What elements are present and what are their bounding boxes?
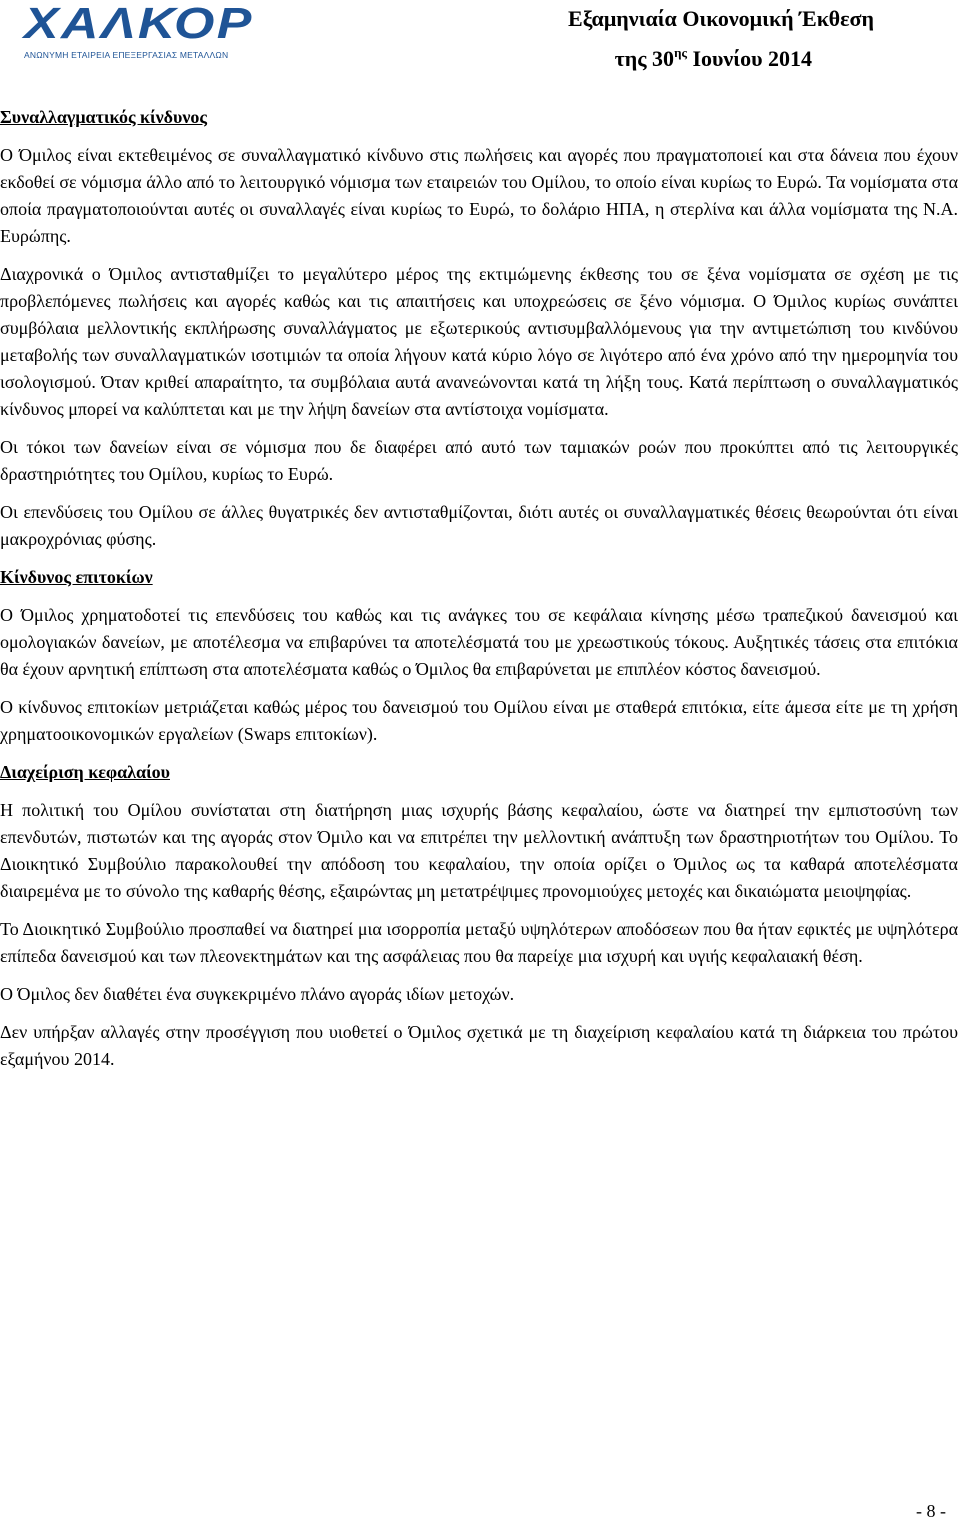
page-header — [0, 0, 960, 80]
section-currency-risk — [0, 104, 958, 553]
report-title: Εξαμηνιαία Οικονομική Έκθεση — [568, 6, 874, 31]
section-interest-rate-risk — [0, 564, 958, 748]
paragraph: Ο Όμιλος είναι εκτεθειμένος σε συναλλαγματικό κίνδυνο στις πωλήσεις και αγορές που πραγματοποιεί και στα δάνεια που έχουν εκδοθεί σε νόμισμα άλλο από το λειτουργικό νόμισμα των εταιρειών του Ομίλου, το οποίο είναι κυρίως το Ευρώ. Τα νομίσματα στα οποία πραγματοποιούνται αυτές οι συναλλαγές είναι κυρίως το Ευρώ, το δολάριο ΗΠΑ, η στερλίνα και άλλα νομίσματα της Ν.Α. Ευρώπης. — [0, 145, 958, 246]
paragraph: Οι τόκοι των δανείων είναι σε νόμισμα που δε διαφέρει από αυτό των ταμιακών ροών που προκύπτει από τις λειτουργικές δραστηριότητες του Ομίλου, κυρίως το Ευρώ. — [0, 437, 958, 484]
report-date — [615, 46, 812, 72]
date-suffix: Ιουνίου 2014 — [686, 46, 812, 71]
logo-wordmark: ΧΑΛΚΟΡ — [24, 0, 254, 48]
paragraph: Δεν υπήρξαν αλλαγές στην προσέγγιση που υιοθετεί ο Όμιλος σχετικά με τη διαχείριση κεφαλαίου κατά τη διάρκεια του πρώτου εξαμήνου 2014. — [0, 1022, 958, 1069]
paragraph: Ο κίνδυνος επιτοκίων μετριάζεται καθώς μέρος του δανεισμού του Ομίλου είναι με σταθερά επιτόκια, είτε άμεσα είτε με τη χρήση χρηματοοικονομικών εργαλείων (Swaps επιτοκίων). — [0, 697, 958, 744]
section-heading: Κίνδυνος επιτοκίων — [0, 567, 153, 587]
paragraph: Ο Όμιλος χρηματοδοτεί τις επενδύσεις του καθώς και τις ανάγκες του σε κεφάλαια κίνησης μέσω τραπεζικού δανεισμού και ομολογιακών δανείων, με αποτέλεσμα να επιβαρύνει τα αποτελέσματά του με χρεωστικούς τόκους. Αυξητικές τάσεις στα επιτόκια θα έχουν αρνητική επίπτωση στα αποτελέσματα καθώς ο Όμιλος θα επιβαρύνεται με επιπλέον κόστος δανεισμού. — [0, 605, 958, 679]
page-number: - 8 - — [916, 1501, 946, 1521]
section-capital-management — [0, 759, 958, 1073]
company-logo — [24, 0, 254, 68]
document-body — [0, 104, 958, 1084]
date-superscript: ης — [674, 45, 687, 60]
logo-subtitle: ΑΝΩΝΥΜΗ ΕΤΑΙΡΕΙΑ ΕΠΕΞΕΡΓΑΣΙΑΣ ΜΕΤΑΛΛΩΝ — [24, 50, 229, 60]
date-prefix: της 30 — [614, 46, 675, 71]
paragraph: Διαχρονικά ο Όμιλος αντισταθμίζει το μεγαλύτερο μέρος της εκτιμώμενης έκθεσης του σε ξένα νομίσματα σε σχέση με τις προβλεπόμενες πωλήσεις και αγορές καθώς και τις απαιτήσεις και υποχρεώσεις σε ξένο νόμισμα. Ο Όμιλος κυρίως συνάπτει συμβόλαια μελλοντικής εκπλήρωσης συναλλάγματος με εξωτερικούς αντισυμβαλλόμενους για την αντιμετώπιση του κινδύνου μεταβολής των συναλλαγματικών ισοτιμιών τα οποία λήγουν κατά κύριο λόγο σε λιγότερο από ένα χρόνο από την ημερομηνία του ισολογισμού. Όταν κριθεί απαραίτητο, τα συμβόλαια αυτά ανανεώνονται κατά τη λήξη τους. Κατά περίπτωση ο συναλλαγματικός κίνδυνος μπορεί να καλύπτεται και με την λήψη δανείων στα αντίστοιχα νομίσματα. — [0, 264, 958, 419]
paragraph: Η πολιτική του Ομίλου συνίσταται στη διατήρηση μιας ισχυρής βάσης κεφαλαίου, ώστε να διατηρεί την εμπιστοσύνη των επενδυτών, πιστωτών και της αγοράς στον Όμιλο και να επιτρέπει την μελλοντική ανάπτυξη των δραστηριοτήτων του Ομίλου. Το Διοικητικό Συμβούλιο παρακολουθεί την απόδοση του κεφαλαίου, την οποία ορίζει ο Όμιλος ως τα καθαρά αποτελέσματα διαιρεμένα με το σύνολο της καθαρής θέσης, εξαιρώντας μη μετατρέψιμες προνομιούχες μετοχές και δικαιώματα μειοψηφίας. — [0, 800, 958, 901]
paragraph: Οι επενδύσεις του Ομίλου σε άλλες θυγατρικές δεν αντισταθμίζονται, διότι αυτές οι συναλλαγματικές θέσεις θεωρούνται ότι είναι μακροχρόνιας φύσης. — [0, 502, 958, 549]
section-heading: Συναλλαγματικός κίνδυνος — [0, 107, 207, 127]
paragraph: Ο Όμιλος δεν διαθέτει ένα συγκεκριμένο πλάνο αγοράς ιδίων μετοχών. — [0, 984, 515, 1004]
section-heading: Διαχείριση κεφαλαίου — [0, 762, 170, 782]
paragraph: Το Διοικητικό Συμβούλιο προσπαθεί να διατηρεί μια ισορροπία μεταξύ υψηλότερων αποδόσεων που θα ήταν εφικτές με υψηλότερα επίπεδα δανεισμού και των πλεονεκτημάτων και της ασφάλειας που θα παρείχε μια ισχυρή και υγιής κεφαλαιακή θέση. — [0, 919, 958, 966]
